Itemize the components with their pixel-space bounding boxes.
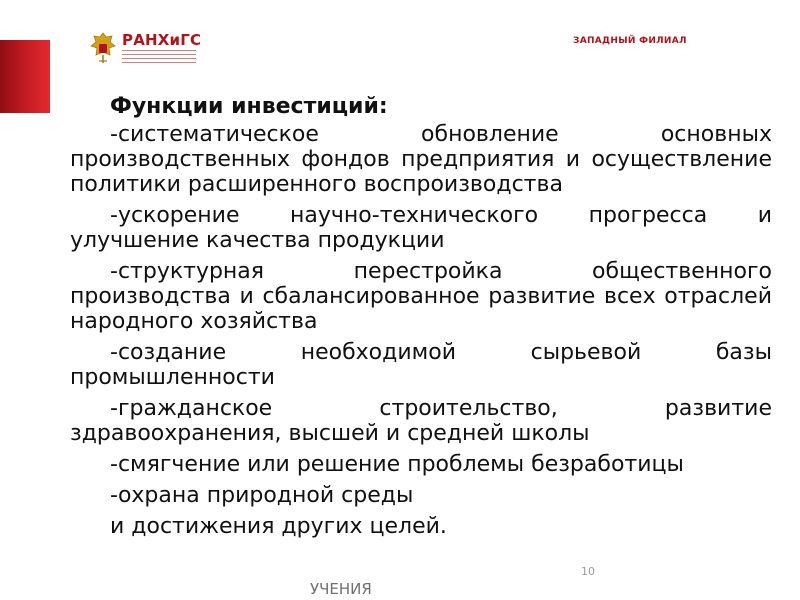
logo-name: РАНХиГС <box>122 30 202 49</box>
ranepa-logo <box>90 30 201 66</box>
list-item: -ускорение научно-технического прогресса и улучшение качества продукции <box>70 203 772 253</box>
logo-subtitle-lines <box>122 50 196 64</box>
list-item: -систематическое обновление основных производственных фондов предприятия и осуществление политики расширенного воспроизводства <box>70 122 772 197</box>
list-item: -гражданское строительство, развитие здравоохранения, высшей и средней школы <box>70 396 772 446</box>
list-item: -охрана природной среды <box>110 483 414 508</box>
eagle-emblem-icon <box>90 31 116 65</box>
branch-label: ЗАПАДНЫЙ ФИЛИАЛ <box>573 36 687 46</box>
list-item: -смягчение или решение проблемы безработицы <box>110 452 684 477</box>
list-item-last: и достижения других целей. <box>110 514 447 539</box>
footer-overlay-text: УЧЕНИЯ <box>310 580 372 598</box>
list-item: -структурная перестройка общественного производства и сбалансированное развитие всех отраслей народного хозяйства <box>70 259 772 334</box>
slide-heading: Функции инвестиций: <box>110 94 388 119</box>
page-number: 10 <box>581 565 595 578</box>
slide-content <box>70 94 772 539</box>
red-accent-bar <box>0 40 50 113</box>
list-item: -создание необходимой сырьевой базы промышленности <box>70 340 772 390</box>
